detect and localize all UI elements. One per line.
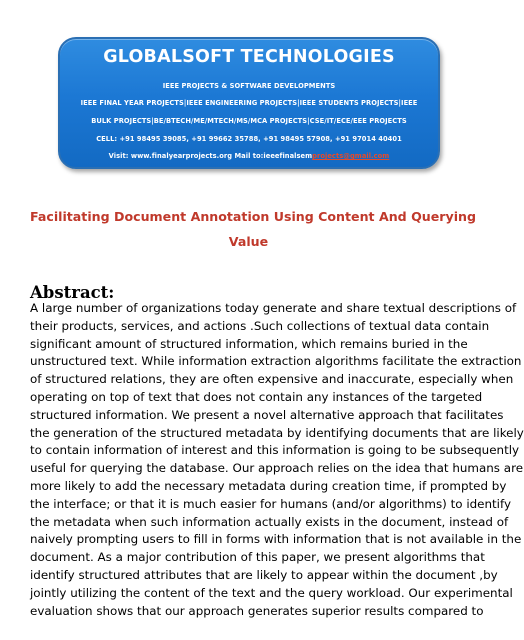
abstract-line: of structured relations, they are often expensive and inaccurate, especially when	[30, 372, 514, 387]
email-link[interactable]: projects@gmail.com	[312, 152, 390, 160]
abstract-line: A large number of organizations today generate and share textual descriptions of	[30, 301, 517, 315]
header-banner	[58, 37, 440, 169]
abstract-line: useful for querying the database. Our approach relies on the idea that humans are	[30, 461, 524, 476]
abstract-line: the metadata when such information actually exists in the document, instead of	[30, 514, 509, 529]
document-title-line-1: Facilitating Document Annotation Using Content And Querying	[30, 209, 476, 224]
company-name: GLOBALSOFT TECHNOLOGIES	[103, 47, 395, 67]
banner-project-types: IEEE FINAL YEAR PROJECTS|IEEE ENGINEERING PROJECTS|IEEE STUDENTS PROJECTS|IEEE	[80, 99, 418, 107]
abstract-line: to contain information of interest and this information is going to be subsequently	[30, 443, 520, 458]
abstract-line: unstructured text. While information extraction algorithms facilitate the extraction	[30, 354, 522, 369]
abstract-line: jointly utilizing the content of the text and the query workload. Our experimental	[30, 585, 513, 600]
banner-phone-numbers: CELL: +91 98495 39085, +91 99662 35788, +91 98495 57908, +91 97014 40401	[96, 135, 402, 143]
abstract-line: more likely to add the necessary metadata during creation time, if prompted by	[30, 478, 507, 493]
banner-website-mail: Visit: www.finalyearprojects.org Mail to:ieeefinalsem	[108, 152, 313, 160]
abstract-body	[30, 300, 524, 620]
abstract-line: naively prompting users to fill in forms with information that is not available in the	[30, 532, 522, 547]
abstract-line: the interface; or that it is much easier for humans (and/or algorithms) to identify	[30, 496, 512, 511]
abstract-line: the generation of the structured metadata by identifying documents that are likely	[30, 425, 524, 440]
abstract-line: identify structured attributes that are likely to appear within the document ,by	[30, 567, 498, 582]
banner-contact	[60, 152, 438, 160]
abstract-line: significant amount of structured information, which remains buried in the	[30, 336, 468, 351]
abstract-line: evaluation shows that our approach generates superior results compared to	[30, 603, 484, 618]
abstract-line: their products, services, and actions .Such collections of textual data contain	[30, 318, 490, 333]
banner-tagline: IEEE PROJECTS & SOFTWARE DEVELOPMENTS	[162, 82, 336, 90]
abstract-line: document. As a major contribution of this paper, we present algorithms that	[30, 550, 485, 565]
abstract-heading: Abstract:	[30, 283, 115, 302]
abstract-line: operating on top of text that does not contain any instances of the targeted	[30, 389, 483, 404]
abstract-line: structured information. We present a novel alternative approach that facilitates	[30, 407, 504, 422]
banner-project-categories: BULK PROJECTS|BE/BTECH/ME/MTECH/MS/MCA PROJECTS|CSE/IT/ECE/EEE PROJECTS	[91, 117, 407, 125]
document-title-line-2: Value	[228, 234, 269, 249]
